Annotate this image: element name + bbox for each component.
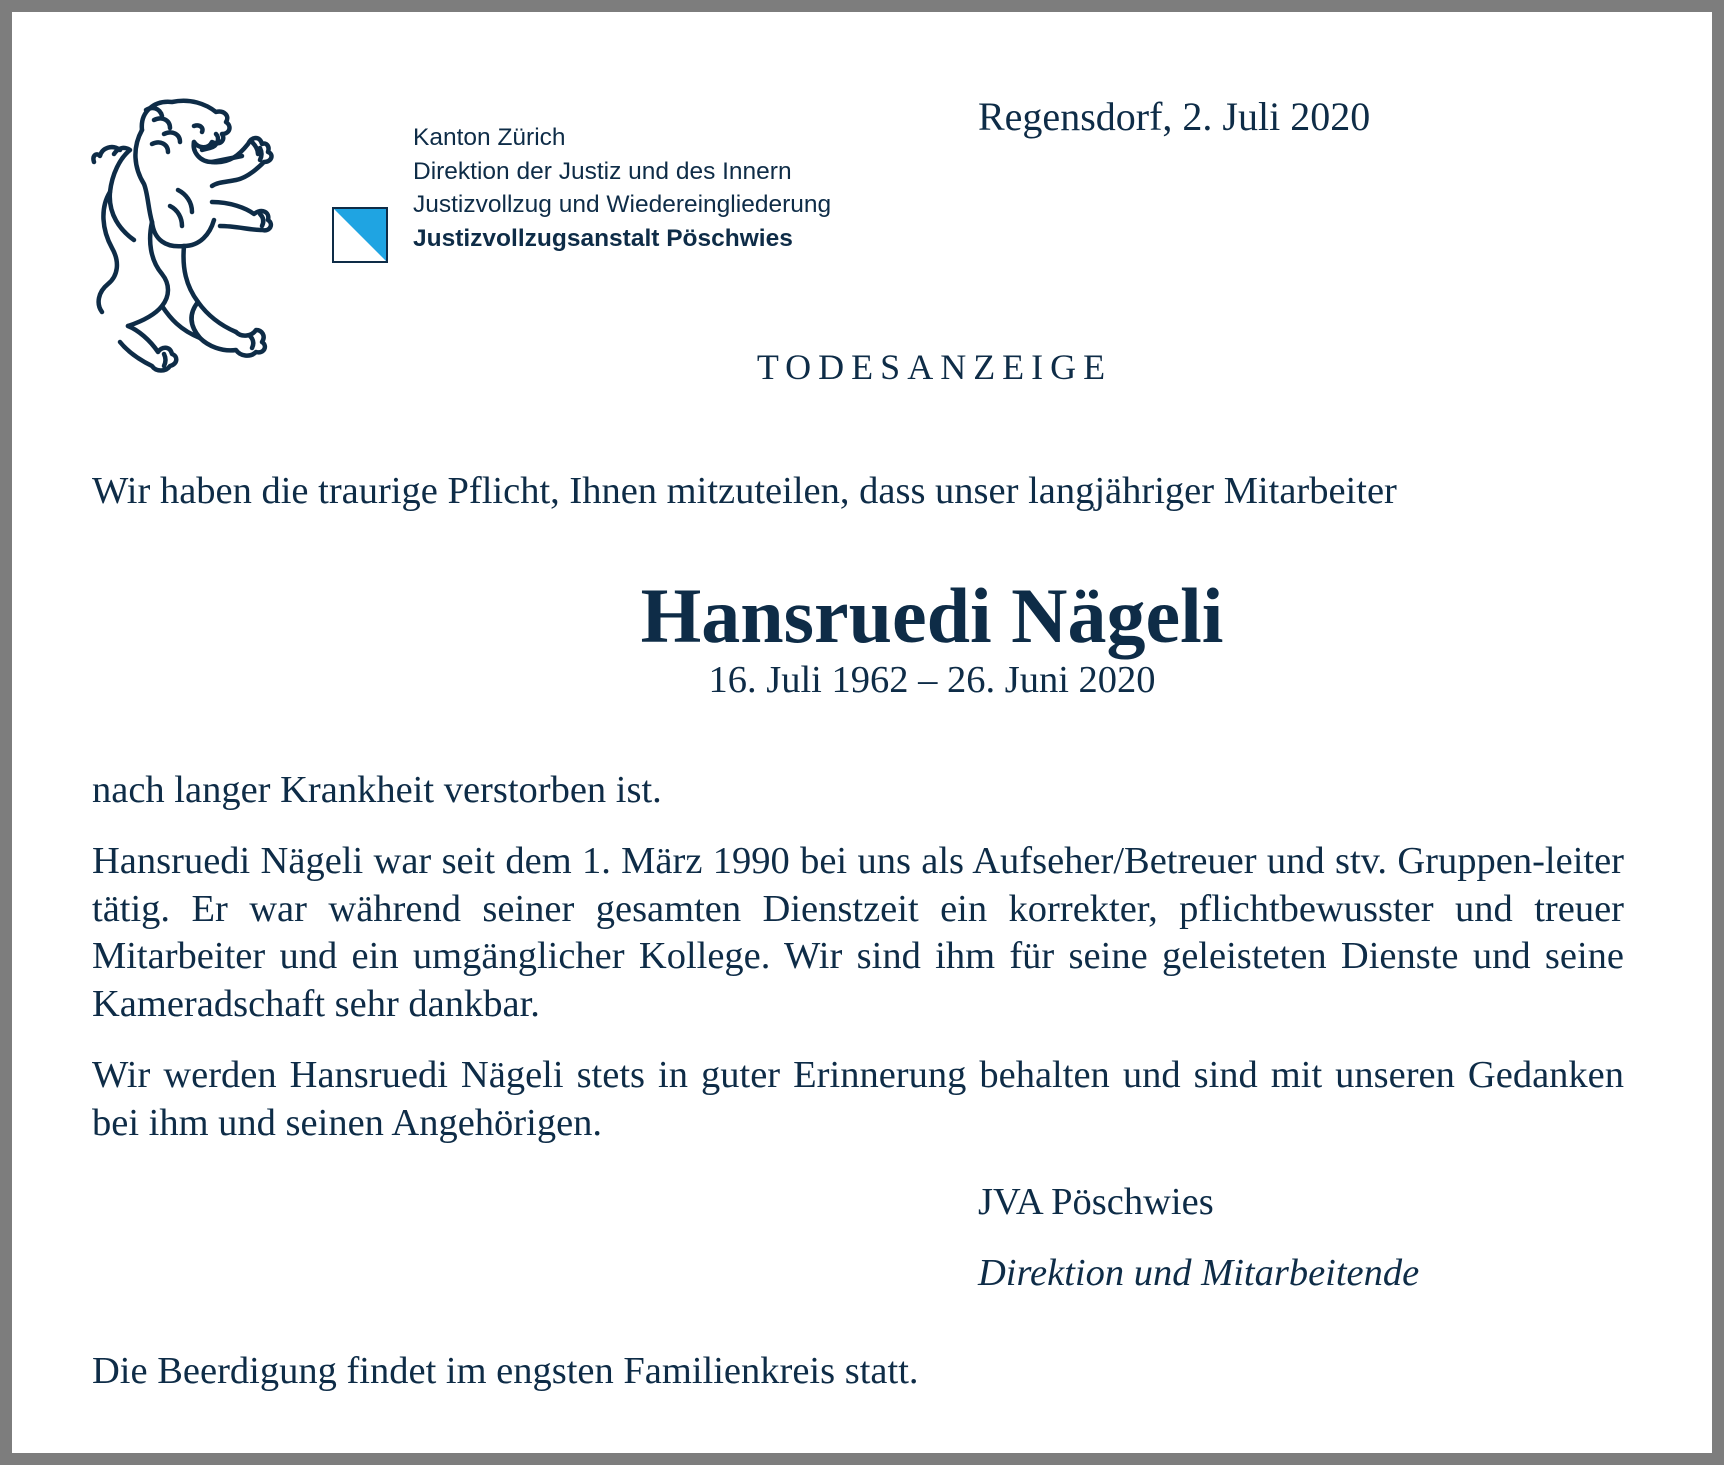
department-block [413,121,831,255]
department-line-institution: Justizvollzugsanstalt Pöschwies [413,224,793,252]
signature-sub: Direktion und Mitarbeitende [978,1252,1420,1294]
department-line-office: Justizvollzug und Wiedereingliederung [413,191,832,218]
signature-org: JVA Pöschwies [978,1181,1214,1223]
deceased-name: Hansruedi Nägeli [640,572,1224,659]
paragraph-1: nach langer Krankheit verstorben ist. [92,769,662,811]
department-line-canton: Kanton Zürich [413,124,566,151]
notice-heading: TODESANZEIGE [756,347,1113,387]
dateline: Regensdorf, 2. Juli 2020 [978,94,1371,139]
department-line-directorate: Direktion der Justiz und des Innern [413,157,792,185]
paragraph-3: Wir werden Hansruedi Nägeli stets in guter Erinnerung behalten und sind mit unseren Gedanken bei ihm und seinen Angehörigen. [92,1054,1624,1144]
closing-text: Die Beerdigung findet im engsten Familienkreis statt. [92,1350,919,1392]
life-dates: 16. Juli 1962 – 26. Juni 2020 [708,659,1156,701]
notice-page [12,12,1712,1453]
paragraph-2: Hansruedi Nägeli war seit dem 1. März 1990 bei uns als Aufseher/Betreuer und stv. Gruppen-leiter tätig. Er war während seiner gesamten Dienstzeit ein korrekter, pflichtbewusster und treuer Mitarbeiter und ein umgänglicher Kollege. Wir sind ihm für seine geleisteten Dienste und seine Kameradschaft sehr dankbar. [92,840,1624,1025]
intro-text: Wir haben die traurige Pflicht, Ihnen mitzuteilen, dass unser langjähriger Mitarbeiter [92,470,1397,512]
zurich-flag-icon [332,207,388,263]
